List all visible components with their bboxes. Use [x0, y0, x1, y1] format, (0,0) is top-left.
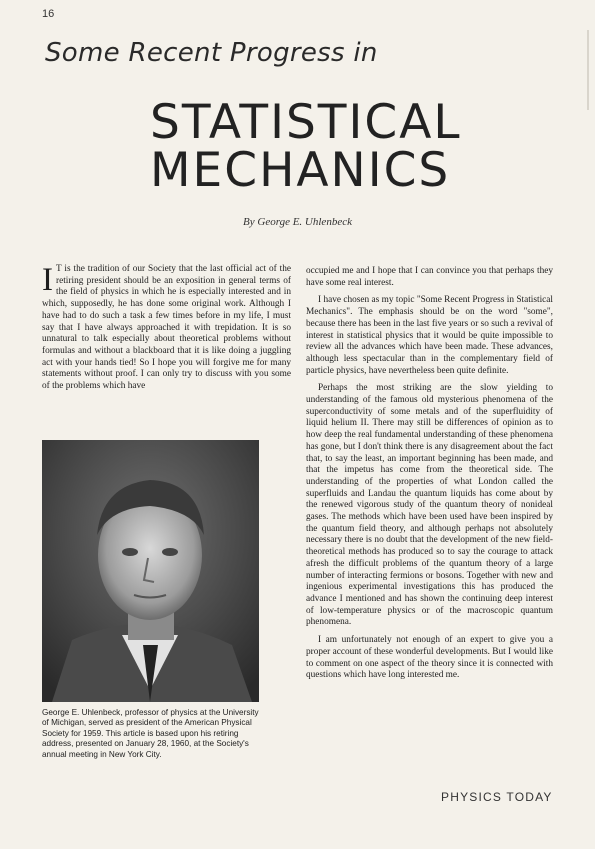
byline: By George E. Uhlenbeck: [243, 216, 352, 228]
left-paragraph-1-text: T is the tradition of our Society that the last official act of the retiring president should be an exposition in general terms of the field of physics in which he is especially interested and in which, supposedly, he has done some original work. Although I have had to do such a task a few times before in my life, I must say that I have always approached it with trepidation. It is so unnatural to talk especially about theoretical problems without formulas and without a blackboard that it is like doing a juggling act with your hands tied! So I hope you will forgive me for many statements without proof. I can only try to discuss with you some of the problems which have: [42, 264, 291, 392]
article-title-line-1: STATISTICAL: [150, 95, 462, 150]
journal-footer: PHYSICS TODAY: [441, 790, 553, 804]
right-paragraph-3: Perhaps the most striking are the slow yielding to understanding of the famous old mysterious phenomena of the superconductivity of some metals and of the superfluidity of liquid helium II. There may still be differences of opinion as to how deep the real fundamental understanding of these phenomena has gone, but I don't think there is any disagreement about the fact that, to say the least, an important beginning has been made, and that the impetus has come from the theoretical side. The understanding of the properties of what London called the superfluids and Landau the quantum liquids has come about by the renewed vigorous study of the quantum theory of nonideal gases. The methods which have been used have been inspired by the quantum field theory, and although perhaps not absolutely necessary there is no doubt that the development of the new field-theoretical methods has produced so to say the courage to attack afresh the difficult problems of the quantum theory of a large number of interacting fermions or bosons. Together with new and ingenious experimental investigations this has produced the advance I mentioned and has shown the continuing deep interest of low-temperature physics or of the macroscopic quantum phenomena.: [306, 383, 553, 628]
right-column-text: [306, 266, 553, 682]
page-number: 16: [42, 8, 55, 20]
left-column-text: [42, 264, 291, 393]
right-paragraph-2: I have chosen as my topic "Some Recent Progress in Statistical Mechanics". The emphasis should be on the word "some", because there has been in the last five years or so such a revival of interest in statistical physics that it would be quite impossible to review all the advances which have been made. These advances, although less spectacular than in the complementary field of particle physics, have nevertheless been quite definite.: [306, 295, 553, 376]
right-paragraph-1: occupied me and I hope that I can convince you that perhaps they have some real interest.: [306, 266, 553, 288]
article-title-line-2: MECHANICS: [150, 143, 451, 198]
scan-margin-shadow: [587, 30, 589, 110]
article-kicker: Some Recent Progress in: [45, 38, 378, 68]
left-paragraph-1: [42, 264, 291, 393]
drop-cap: I: [42, 262, 53, 298]
photo-caption: George E. Uhlenbeck, professor of physics at the University of Michigan, served as president of the American Physical Society for 1959. This article is based upon his retiring address, presented on January 28, 1960, at the Society's annual meeting in New York City.: [42, 708, 259, 759]
author-portrait-image: [42, 440, 259, 702]
right-paragraph-4: I am unfortunately not enough of an expert to give you a proper account of these wonderful developments. But I would like to comment on one aspect of the theory since it is connected with questions which have long interested me.: [306, 635, 553, 681]
author-photo: [42, 440, 259, 702]
